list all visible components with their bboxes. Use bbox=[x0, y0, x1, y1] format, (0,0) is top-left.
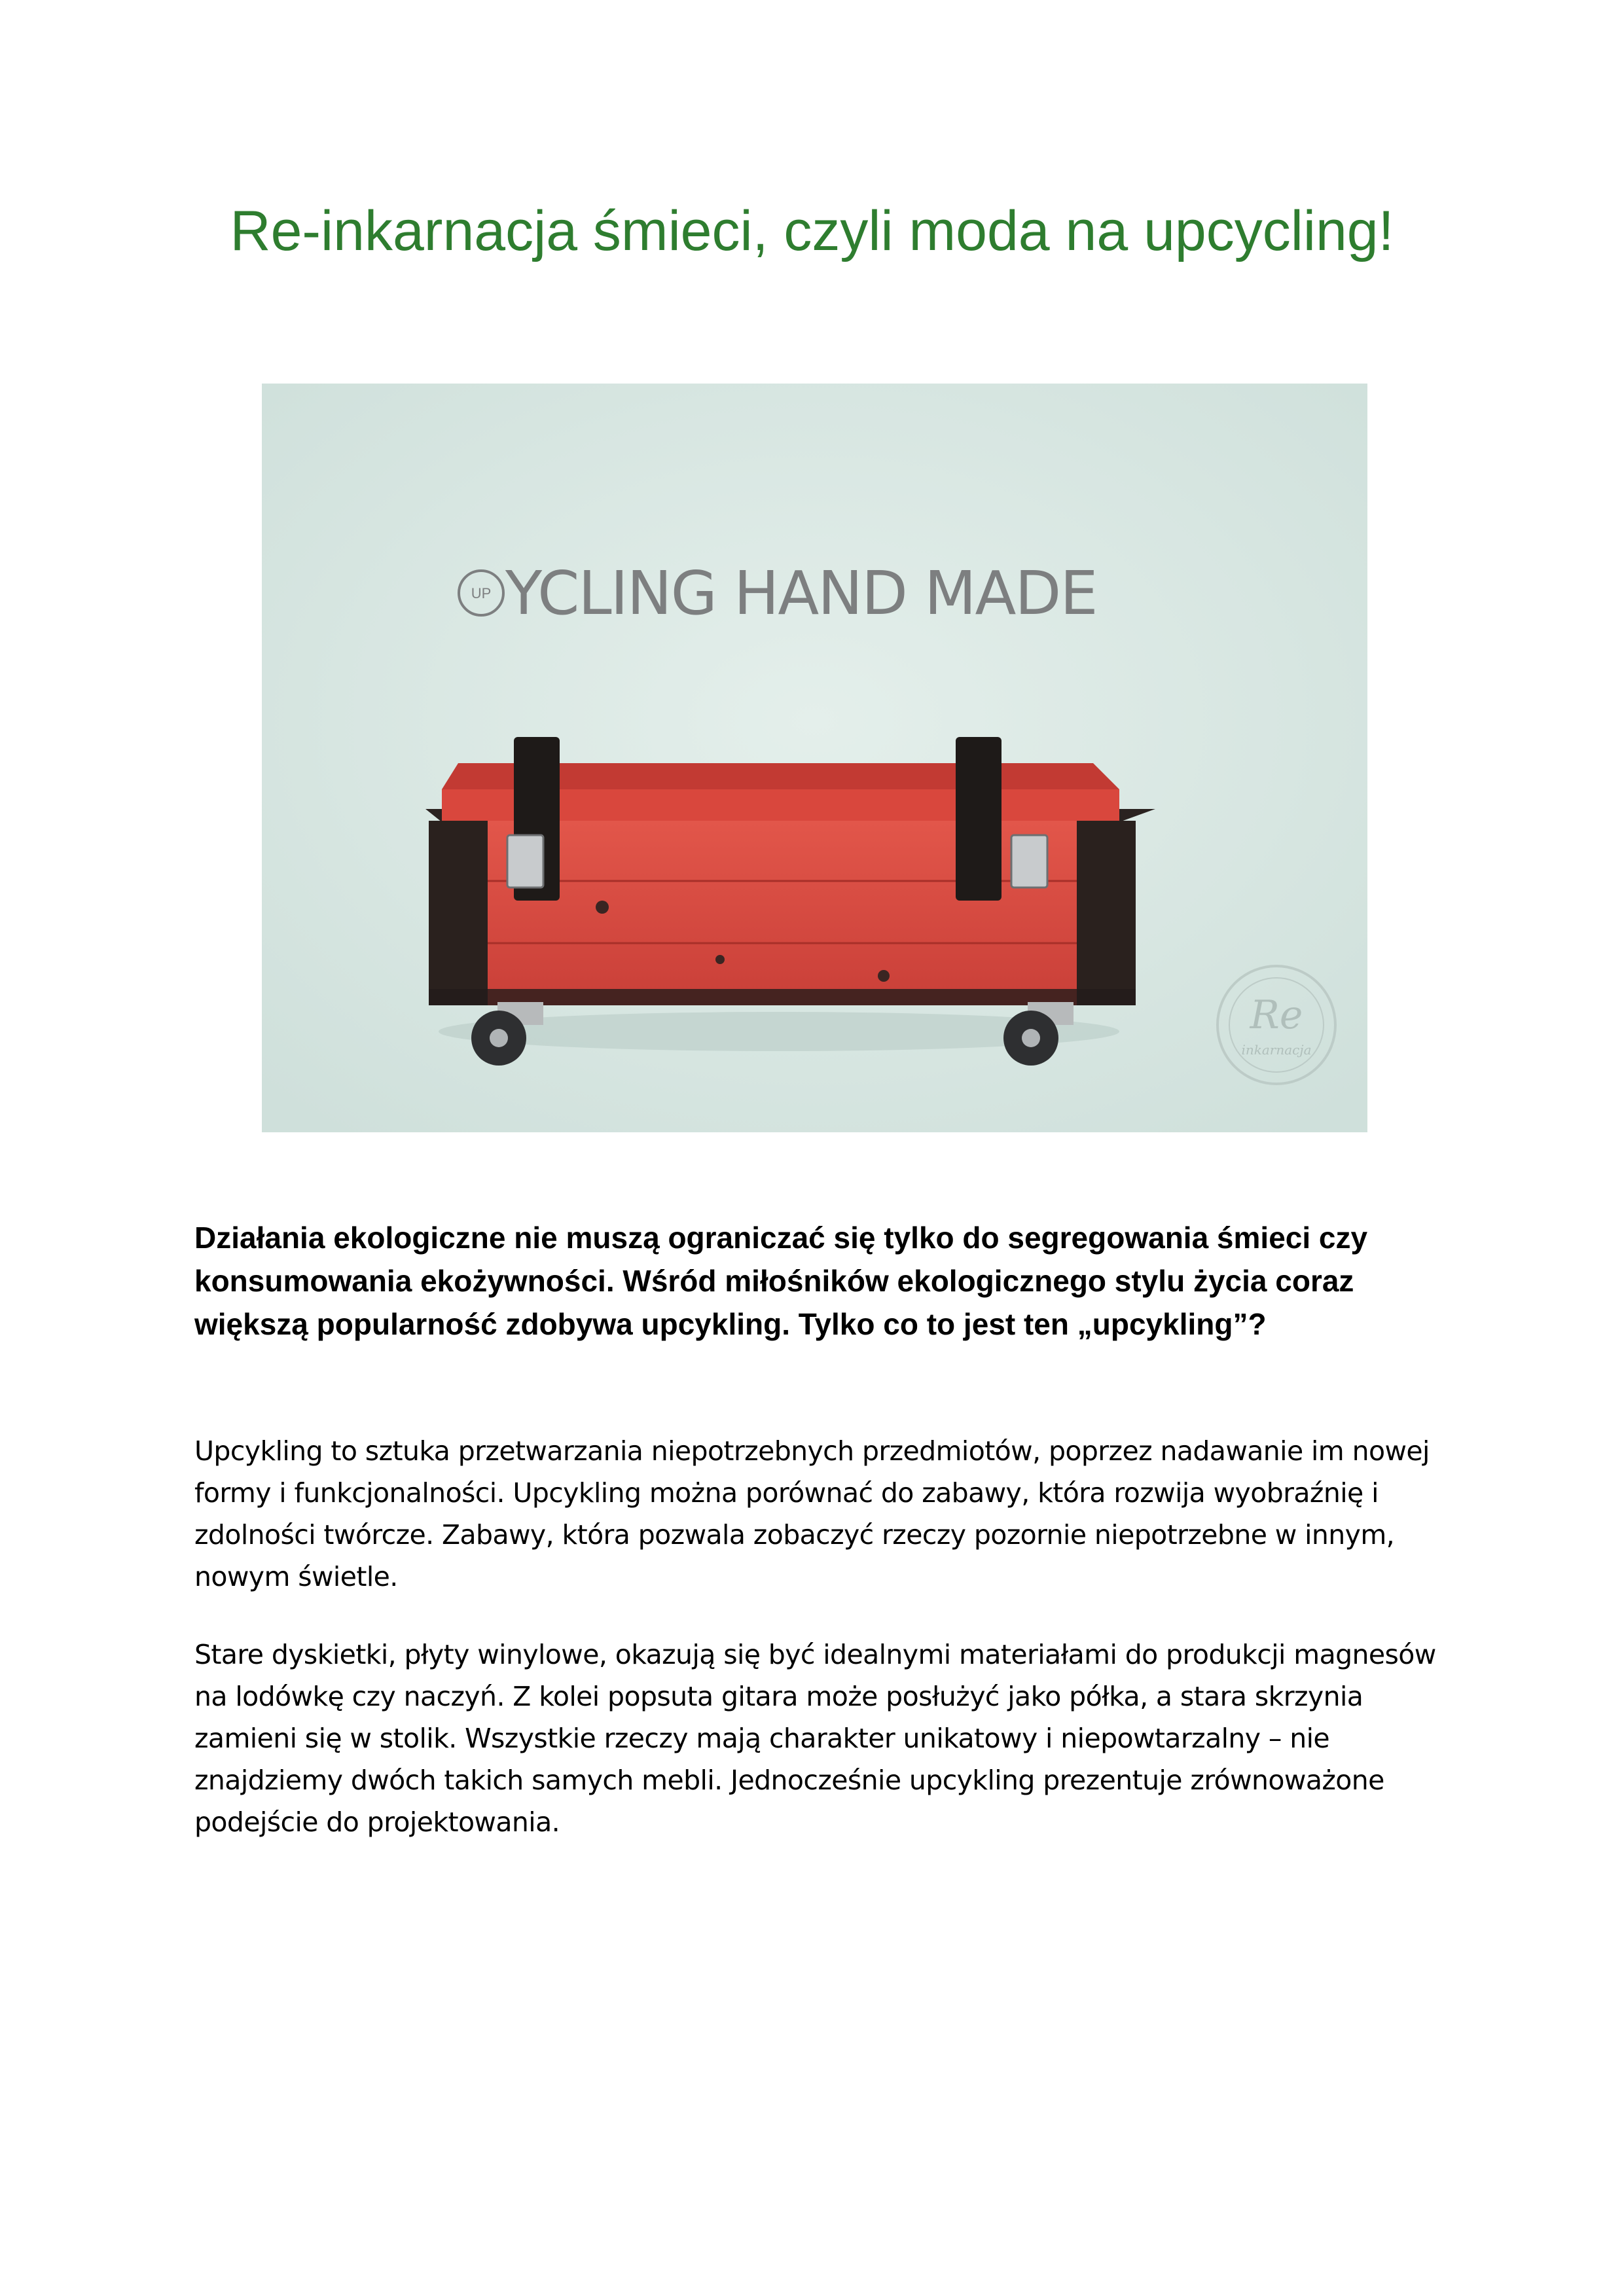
image-headline bbox=[459, 558, 1096, 628]
body-paragraph-2: Stare dyskietki, płyty winylowe, okazują się być idealnymi materiałami do produkcji magnesów na lodówkę czy naczyń. Z kolei popsuta gitara może posłużyć jako półka, a stara skrzynia zamieni się w stolik. Wszystkie rzeczy mają charakter unikatowy i niepowtarzalny – nie znajdziemy dwóch takich samych mebli. Jednocześnie upcykling prezentuje zrównoważone podejście do projektowania. bbox=[194, 1639, 1436, 1838]
article-title: Re-inkarnacja śmieci, czyli moda na upcycling! bbox=[230, 200, 1394, 262]
upcycled-crate-table-photo bbox=[262, 384, 1367, 1132]
badge-logo-text: Re bbox=[1250, 992, 1303, 1038]
headline-text: YCLING HAND MADE bbox=[505, 558, 1097, 628]
badge-sub-text: inkarnacja bbox=[1241, 1042, 1312, 1058]
body-paragraph-1: Upcykling to sztuka przetwarzania niepotrzebnych przedmiotów, poprzez nadawanie im nowej formy i funkcjonalności. Upcykling można porównać do zabawy, która rozwija wyobraźnię i zdolności twórcze. Zabawy, która pozwala zobaczyć rzeczy pozornie niepotrzebne w innym, nowym świetle. bbox=[194, 1435, 1430, 1592]
lead-paragraph: Działania ekologiczne nie muszą ograniczać się tylko do segregowania śmieci czy konsumowania ekożywności. Wśród miłośników ekologicznego stylu życia coraz większą popularność zdobywa upcykling. Tylko co to jest ten „upcykling”? bbox=[194, 1221, 1368, 1341]
headline-up-text: UP bbox=[471, 585, 492, 601]
hero-image bbox=[262, 384, 1367, 1132]
